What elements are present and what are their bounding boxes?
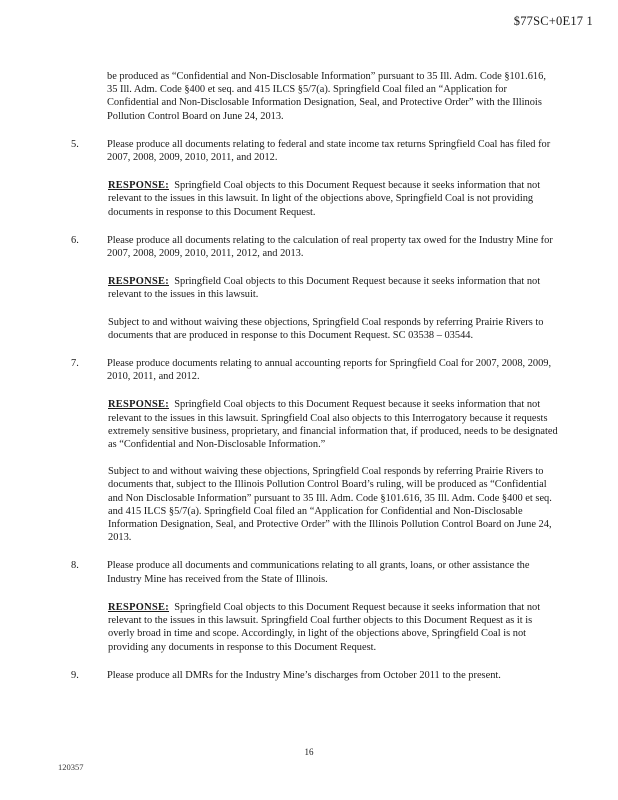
request-item-5 (71, 138, 558, 164)
response-label: RESPONSE: (108, 180, 170, 192)
request-number: 7. (71, 358, 79, 370)
followup-paragraph: Subject to and without waiving these objections, Springfield Coal responds by referring Prairie Rivers to documents that, subject to the Illinois Pollution Control Board’s ruling, will be produced as “Confidential and Non Disclosable Information” pursuant to 35 Ill. Adm. Code §101.616, 35 Ill. Adm. Code §400 et seq. and 415 ILCS §5/7(a). Springfield Coal filed an “Application for Confidential and Non-Disclosable Information Designation, Seal, and Protective Order” with the Illinois Pollution Control Board on June 24, 2013. (108, 466, 552, 544)
response-text: Springfield Coal objects to this Document Request because it seeks information that not relevant to the issues in this lawsuit. Springfield Coal also objects to this Interrogatory because it requests extremely sensitive business, proprietary, and financial information that, if produced, needs to be designated as “Confidential and Non-Disclosable Information.” (108, 399, 558, 451)
request-number: 9. (71, 669, 79, 681)
response-text: Springfield Coal objects to this Document Request because it seeks information that not relevant to the issues in this lawsuit. Springfield Coal further objects to this Document Request as it is overly broad in time and scope. Accordingly, in light of the objections above, Springfield Coal is not providing any documents in response to this Document Request. (108, 601, 541, 653)
request-text: Please produce all documents relating to federal and state income tax returns Springfield Coal has filed for 2007, 2008, 2009, 2010, 2011, and 2012. (107, 138, 551, 164)
request-item-6 (71, 234, 558, 260)
document-stamp: $77SC+0E17 1 (513, 14, 593, 28)
request-number: 8. (71, 560, 79, 572)
continuation-paragraph: be produced as “Confidential and Non-Disclosable Information” pursuant to 35 Ill. Adm. Code §101.616, 35 Ill. Adm. Code §400 et seq. and 415 ILCS §5/7(a). Springfield Coal filed an “Application for Confidential and Non-Disclosable Information Designation, Seal, and Protective Order” with the Illinois Pollution Control Board on June 24, 2013. (107, 71, 546, 122)
response-text: Springfield Coal objects to this Document Request because it seeks information that not relevant to the issues in this lawsuit. In light of the objections above, Springfield Coal is not providing documents in response to this Document Request. (108, 180, 541, 218)
response-paragraph (108, 601, 560, 654)
request-item-9 (71, 669, 558, 682)
request-number: 6. (71, 234, 79, 246)
followup-paragraph: Subject to and without waiving these objections, Springfield Coal responds by referring Prairie Rivers to documents that are produced in response to this Document Request. SC 03538 – 03544. (108, 316, 544, 341)
response-label: RESPONSE: (108, 601, 170, 613)
response-label: RESPONSE: (108, 399, 170, 411)
request-text: Please produce all DMRs for the Industry Mine’s discharges from October 2011 to the present. (107, 669, 501, 681)
request-text: Please produce all documents relating to the calculation of real property tax owed for the Industry Mine for 2007, 2008, 2009, 2010, 2011, 2012, and 2013. (107, 234, 553, 260)
request-item-7 (71, 357, 558, 383)
request-text: Please produce documents relating to annual accounting reports for Springfield Coal for 2007, 2008, 2009, 2010, 2011, and 2012. (107, 358, 552, 383)
page-number: 16 (304, 747, 314, 757)
request-item-8 (71, 559, 558, 585)
response-paragraph (108, 398, 560, 451)
bates-number: 120357 (58, 762, 84, 772)
document-body (0, 70, 618, 682)
request-text: Please produce all documents and communications relating to all grants, loans, or other assistance the Industry Mine has received from the State of Illinois. (107, 560, 530, 585)
response-label: RESPONSE: (108, 276, 170, 288)
response-text: Springfield Coal objects to this Document Request because it seeks information that not relevant to the issues in this lawsuit. (108, 276, 541, 301)
response-paragraph (108, 179, 560, 219)
request-number: 5. (71, 138, 79, 150)
response-paragraph (108, 275, 560, 301)
